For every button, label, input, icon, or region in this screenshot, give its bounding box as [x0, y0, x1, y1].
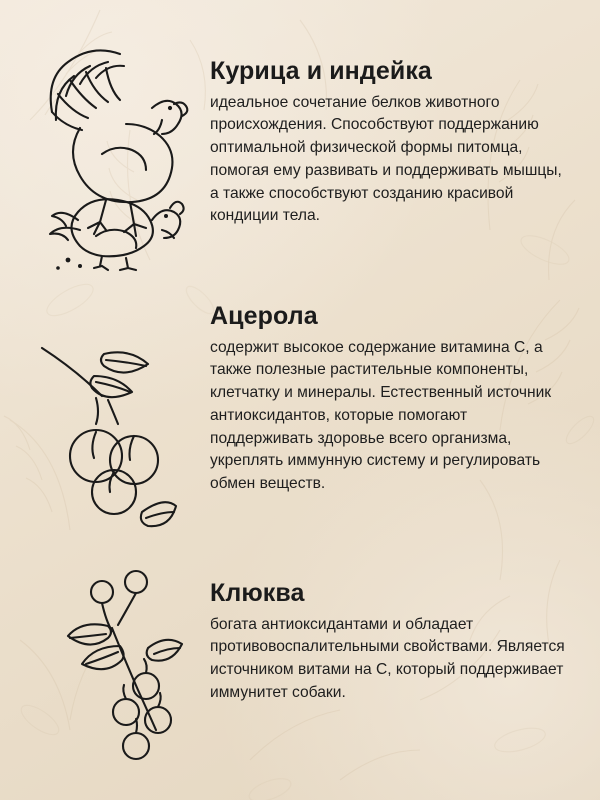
turkey-and-hen-icon	[34, 50, 194, 265]
section-text-cranberry	[210, 580, 570, 705]
section-body: богата антиоксидантами и обладает противовоспалительными свойствами. Является источником витами на C, который поддерживает иммунитет собаки.	[210, 615, 565, 701]
section-body: идеальное сочетание белков животного происхождения. Способствуют поддержанию оптимальной физической формы питомца, помогая ему развивать и поддерживать мышцы, а также способствуют созданию красивой кондиции тела.	[210, 93, 562, 225]
section-heading: Клюква	[210, 579, 305, 607]
section-text-chicken-turkey	[210, 58, 570, 228]
section-body: содержит высокое содержание витамина C, а также полезные растительные компоненты, клетчатку и минералы. Естественный источник антиоксидантов, которые помогают поддерживать здоровье всего организма, укреплять иммунную систему и регулировать обмен веществ.	[210, 338, 552, 493]
section-heading: Ацерола	[210, 302, 318, 330]
section-heading: Курица и индейка	[210, 57, 432, 85]
section-cranberry	[0, 560, 600, 800]
section-acerola	[0, 285, 600, 565]
section-chicken-turkey	[0, 0, 600, 285]
acerola-cherries-icon	[34, 320, 194, 540]
cranberry-branch-icon	[50, 570, 200, 770]
section-text-acerola	[210, 303, 570, 496]
